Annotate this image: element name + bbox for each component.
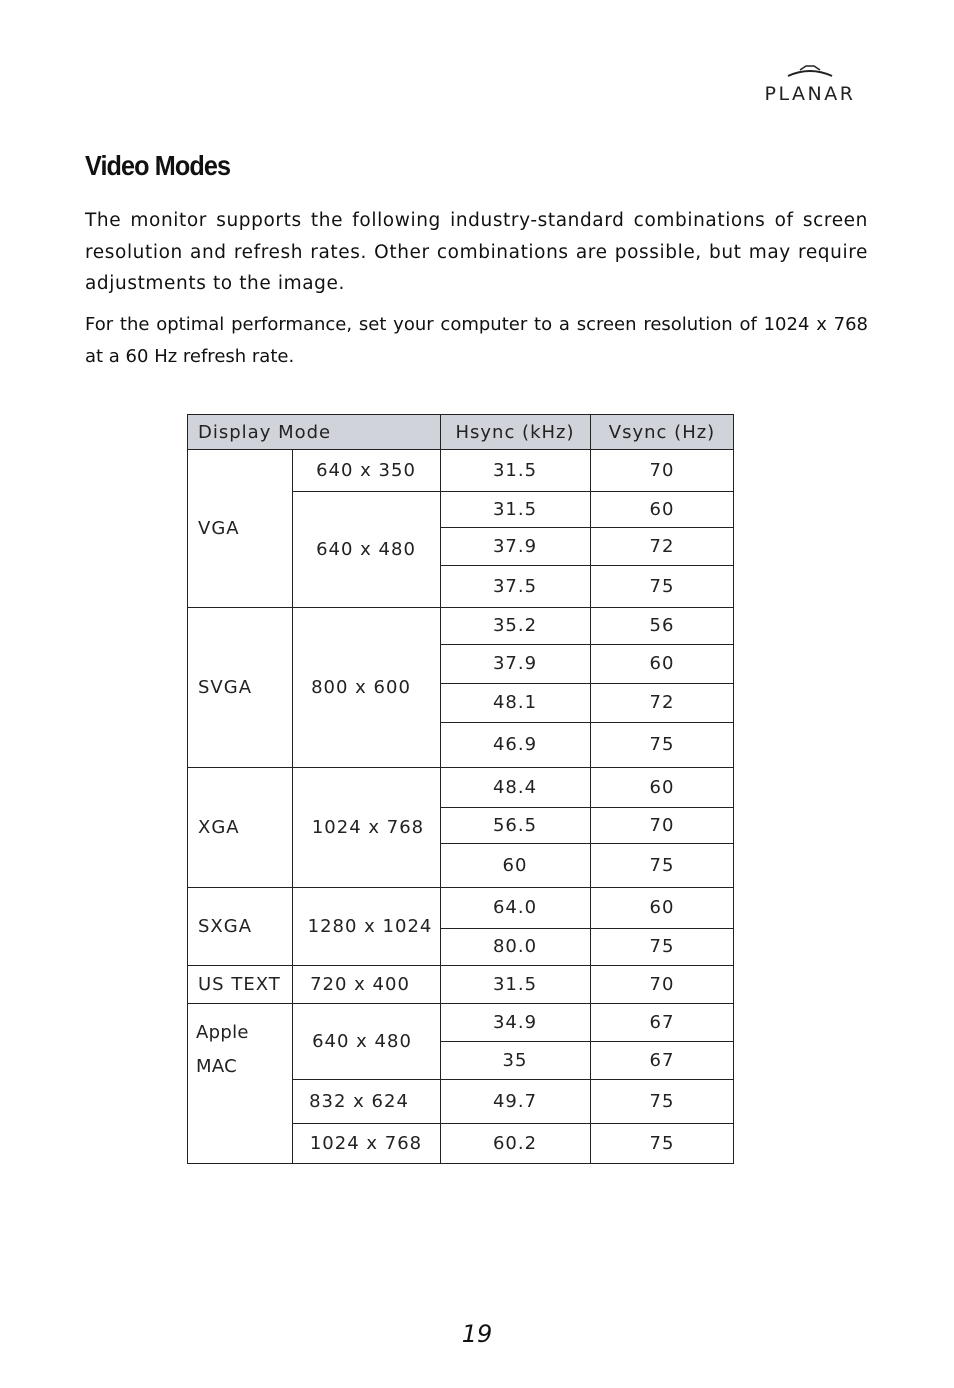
resolution-cell: 640 x 480 (316, 538, 416, 560)
page-title: Video Modes (85, 150, 231, 181)
hsync-cell: 46.9 (492, 734, 538, 755)
resolution-cell: 1280 x 1024 (307, 915, 433, 937)
table-rule (187, 414, 188, 1164)
mode-cell: Apple MAC (196, 1022, 249, 1077)
table-rule (440, 644, 734, 645)
table-rule (440, 565, 734, 566)
vsync-cell: 72 (649, 535, 675, 557)
table-rule (440, 928, 734, 929)
hsync-cell: 31.5 (492, 973, 538, 995)
table-rule (187, 1003, 734, 1004)
vsync-cell: 60 (649, 498, 675, 520)
mode-cell: SXGA (198, 915, 253, 937)
table-rule (292, 449, 293, 1164)
table-rule (440, 1041, 734, 1042)
vsync-cell: 60 (649, 653, 675, 674)
resolution-cell: 720 x 400 (310, 973, 410, 995)
vsync-cell: 70 (649, 973, 675, 995)
resolution-cell: 1024 x 768 (309, 1132, 423, 1154)
resolution-cell: 832 x 624 (309, 1090, 409, 1112)
table-rule (292, 1123, 734, 1124)
vsync-cell: 72 (649, 692, 675, 713)
hsync-cell: 34.9 (492, 1011, 538, 1033)
hsync-cell: 37.9 (492, 535, 538, 557)
mode-cell: US TEXT (198, 973, 281, 995)
vsync-cell: 70 (649, 459, 675, 481)
hsync-cell: 64.0 (492, 897, 538, 918)
resolution-cell: 1024 x 768 (311, 816, 425, 838)
table-rule (292, 1079, 734, 1080)
header-vsync: Vsync (Hz) (608, 421, 716, 443)
recommendation-paragraph: For the optimal performance, set your computer to a screen resolution of 1024 x 768 at a 60 Hz refresh rate. (85, 314, 868, 367)
hsync-cell: 31.5 (492, 498, 538, 520)
hsync-cell: 60.2 (492, 1132, 538, 1154)
logo-swoosh-icon (786, 64, 834, 78)
vsync-cell: 70 (649, 814, 675, 836)
table-rule (440, 722, 734, 723)
hsync-cell: 35 (502, 1049, 528, 1071)
vsync-cell: 75 (649, 575, 675, 597)
vsync-cell: 75 (649, 1132, 675, 1154)
table-rule (187, 607, 734, 608)
hsync-cell: 60 (502, 854, 528, 876)
header-display-mode: Display Mode (198, 421, 332, 443)
hsync-cell: 48.1 (492, 692, 538, 713)
hsync-cell: 35.2 (492, 615, 538, 636)
table-rule (187, 887, 734, 888)
vsync-cell: 60 (649, 776, 675, 798)
mode-cell: VGA (198, 517, 240, 539)
resolution-cell: 640 x 480 (312, 1030, 412, 1052)
hsync-cell: 48.4 (492, 776, 538, 798)
vsync-cell: 56 (649, 615, 675, 636)
table-rule (187, 1163, 734, 1164)
header-hsync: Hsync (kHz) (455, 421, 575, 443)
vsync-cell: 60 (649, 897, 675, 918)
table-rule (440, 527, 734, 528)
vsync-cell: 75 (649, 936, 675, 957)
mode-cell: XGA (198, 816, 240, 838)
table-rule (440, 843, 734, 844)
vsync-cell: 75 (649, 734, 675, 755)
vsync-cell: 75 (649, 1090, 675, 1112)
table-rule (187, 414, 734, 415)
hsync-cell: 31.5 (492, 459, 538, 481)
hsync-cell: 49.7 (492, 1090, 538, 1112)
hsync-cell: 37.5 (492, 575, 538, 597)
resolution-cell: 800 x 600 (311, 676, 411, 698)
hsync-cell: 80.0 (492, 936, 538, 957)
table-rule (187, 449, 734, 450)
table-rule (187, 965, 734, 966)
table-rule (440, 807, 734, 808)
table-rule (440, 683, 734, 684)
vsync-cell: 67 (649, 1049, 675, 1071)
hsync-cell: 37.9 (492, 653, 538, 674)
vsync-cell: 67 (649, 1011, 675, 1033)
page-number: 19 (461, 1320, 493, 1348)
vsync-cell: 75 (649, 854, 675, 876)
table-rule (292, 491, 734, 492)
planar-logo (752, 64, 868, 106)
hsync-cell: 56.5 (492, 814, 538, 836)
table-rule (187, 767, 734, 768)
mode-cell: SVGA (198, 676, 253, 698)
resolution-cell: 640 x 350 (316, 459, 416, 481)
logo-text: PLANAR (764, 83, 856, 105)
intro-paragraph: The monitor supports the following industry-standard combinations of screen resolution and refresh rates. Other combinations are possible, but may require adjustments to the image. (85, 210, 868, 294)
